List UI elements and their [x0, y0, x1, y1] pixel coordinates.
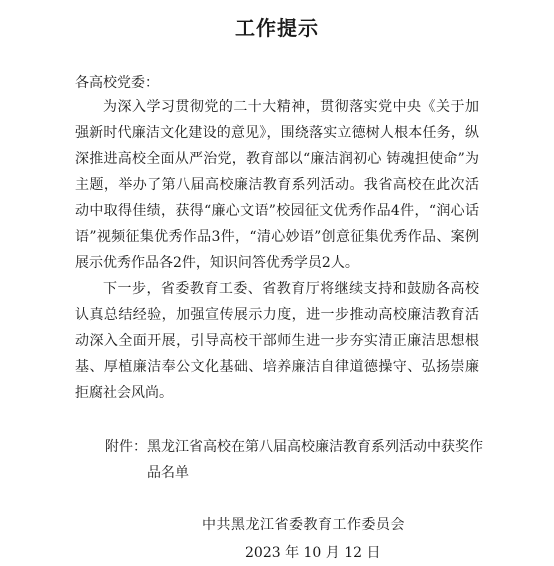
body-paragraph-2: 下一步，省委教育工委、省教育厅将继续支持和鼓励各高校认真总结经验，加强宣传展示力度，进一步推动高校廉洁教育活动深入全面开展，引导高校干部师生进一步夯实清正廉洁思想根基、厚植廉洁奉公文化基础、培养廉洁自律道德操守、弘扬崇廉拒腐社会风尚。	[75, 281, 479, 401]
salutation: 各高校党委：	[75, 75, 159, 91]
attachment-title: 黑龙江省高校在第八届高校廉洁教育系列活动中获奖作品名单	[147, 439, 483, 481]
document-title: 工作提示	[235, 16, 319, 40]
issuer-signature: 中共黑龙江省委教育工作委员会	[202, 517, 405, 533]
attachment-label: 附件：	[105, 439, 147, 455]
attachment-line	[105, 434, 485, 486]
body-paragraph-1: 为深入学习贯彻党的二十大精神，贯彻落实党中央《关于加强新时代廉洁文化建设的意见》，围绕落实立德树人根本任务，纵深推进高校全面从严治党，教育部以“廉洁润初心 铸魂担使命”为主题，举办了第八届高校廉洁教育系列活动。我省高校在此次活动中取得佳绩，获得“廉心文语”校园征文优秀作品4件，“润心话语”视频征集优秀作品3件，“清心妙语”创意征集优秀作品、案例展示优秀作品各2件，知识问答优秀学员2人。	[75, 99, 479, 271]
issue-date: 2023 年 10 月 12 日	[245, 545, 381, 561]
